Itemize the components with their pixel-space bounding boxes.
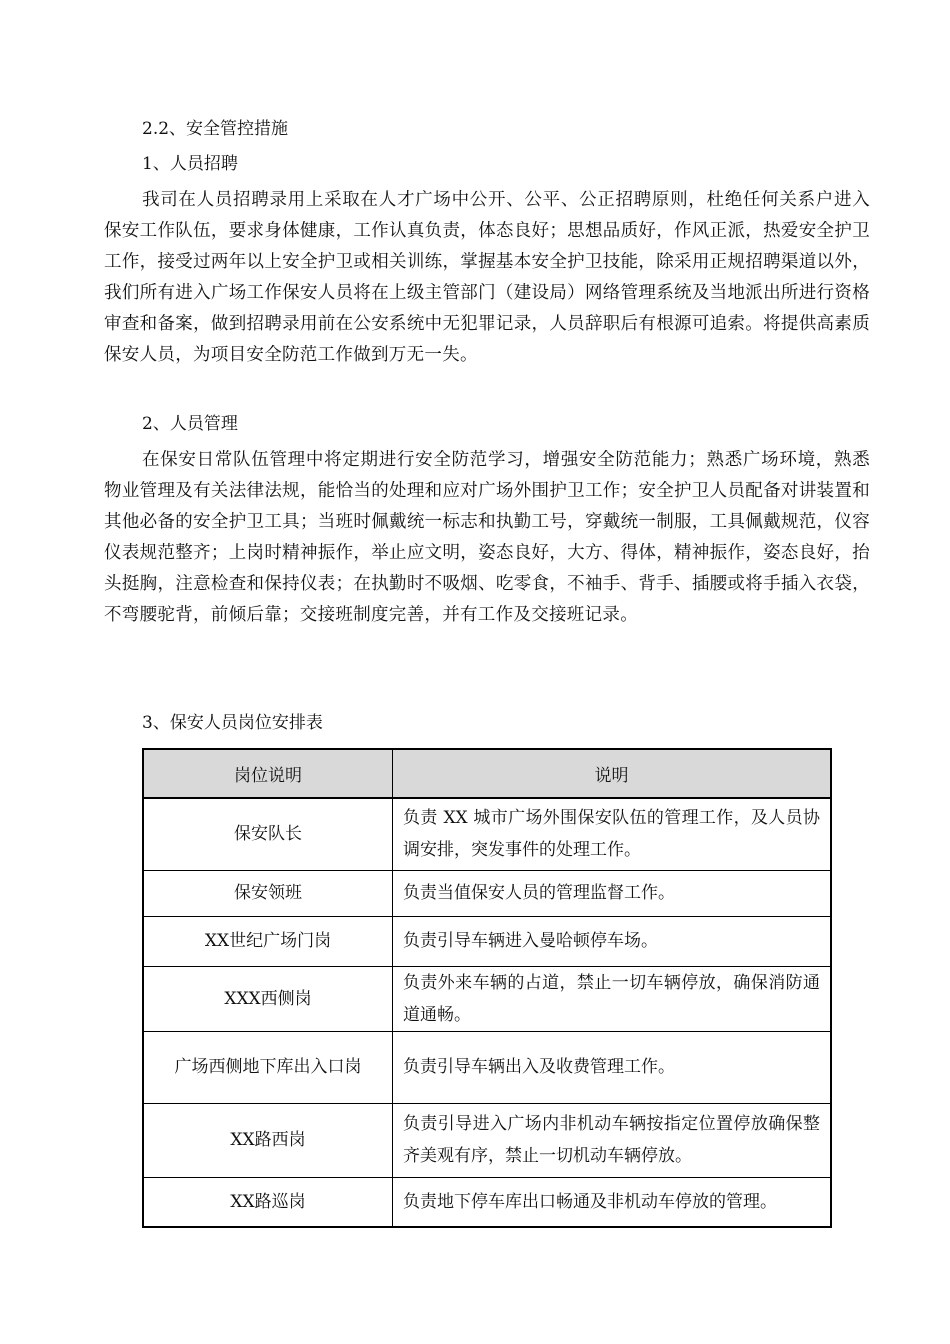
paragraph-recruitment: 我司在人员招聘录用上采取在人才广场中公开、公平、公正招聘原则，杜绝任何关系户进入保安工作队伍，要求身体健康，工作认真负责，体态良好；思想品质好，作风正派，热爱安全护卫工作，接受过两年以上安全护卫或相关训练，掌握基本安全护卫技能，除采用正规招聘渠道以外，我们所有进入广场工作保安人员将在上级主管部门（建设局）网络管理系统及当地派出所进行资格审查和备案，做到招聘录用前在公安系统中无犯罪记录，人员辞职后有根源可追索。将提供高素质保安人员，为项目安全防范工作做到万无一失。 bbox=[104, 190, 870, 365]
table-cell-post: XX路巡岗 bbox=[143, 1177, 393, 1227]
table-cell-post: XX路西岗 bbox=[143, 1103, 393, 1177]
subsection-title-post-table: 3、保安人员岗位安排表 bbox=[142, 713, 323, 733]
section-title: 2.2、安全管控措施 bbox=[142, 119, 289, 139]
table-header-post: 岗位说明 bbox=[143, 749, 393, 798]
table-header-row bbox=[143, 749, 831, 798]
table-cell-post: XXX西侧岗 bbox=[143, 966, 393, 1031]
table-cell-description: 负责 XX 城市广场外围保安队伍的管理工作，及人员协调安排，突发事件的处理工作。 bbox=[393, 798, 832, 870]
table-cell-description: 负责外来车辆的占道，禁止一切车辆停放，确保消防通道通畅。 bbox=[393, 966, 832, 1031]
table-cell-description: 负责当值保安人员的管理监督工作。 bbox=[393, 870, 832, 916]
table-row bbox=[143, 1177, 831, 1227]
table-cell-post: 保安队长 bbox=[143, 798, 393, 870]
table-row bbox=[143, 1103, 831, 1177]
table-cell-description: 负责引导车辆进入曼哈顿停车场。 bbox=[393, 916, 832, 966]
table-cell-description: 负责引导进入广场内非机动车辆按指定位置停放确保整齐美观有序，禁止一切机动车辆停放。 bbox=[393, 1103, 832, 1177]
table-header-description: 说明 bbox=[393, 749, 832, 798]
table-cell-description: 负责引导车辆出入及收费管理工作。 bbox=[393, 1031, 832, 1103]
table-row bbox=[143, 916, 831, 966]
subsection-title-management: 2、人员管理 bbox=[142, 414, 238, 434]
table-row bbox=[143, 1031, 831, 1103]
table-cell-post: 广场西侧地下库出入口岗 bbox=[143, 1031, 393, 1103]
paragraph-management: 在保安日常队伍管理中将定期进行安全防范学习，增强安全防范能力；熟悉广场环境，熟悉物业管理及有关法律法规，能恰当的处理和应对广场外围护卫工作；安全护卫人员配备对讲装置和其他必备的安全护卫工具；当班时佩戴统一标志和执勤工号，穿戴统一制服，工具佩戴规范，仪容仪表规范整齐；上岗时精神振作，举止应文明，姿态良好，大方、得体，精神振作，姿态良好，抬头挺胸，注意检查和保持仪表；在执勤时不吸烟、吃零食，不袖手、背手、插腰或将手插入衣袋，不弯腰驼背，前倾后靠；交接班制度完善，并有工作及交接班记录。 bbox=[104, 450, 870, 625]
post-arrangement-table bbox=[142, 748, 832, 1228]
table-cell-description: 负责地下停车库出口畅通及非机动车停放的管理。 bbox=[393, 1177, 832, 1227]
table-row bbox=[143, 798, 831, 870]
table-row bbox=[143, 870, 831, 916]
table-row bbox=[143, 966, 831, 1031]
table-cell-post: XX世纪广场门岗 bbox=[143, 916, 393, 966]
subsection-title-recruitment: 1、人员招聘 bbox=[142, 154, 238, 174]
table-cell-post: 保安领班 bbox=[143, 870, 393, 916]
